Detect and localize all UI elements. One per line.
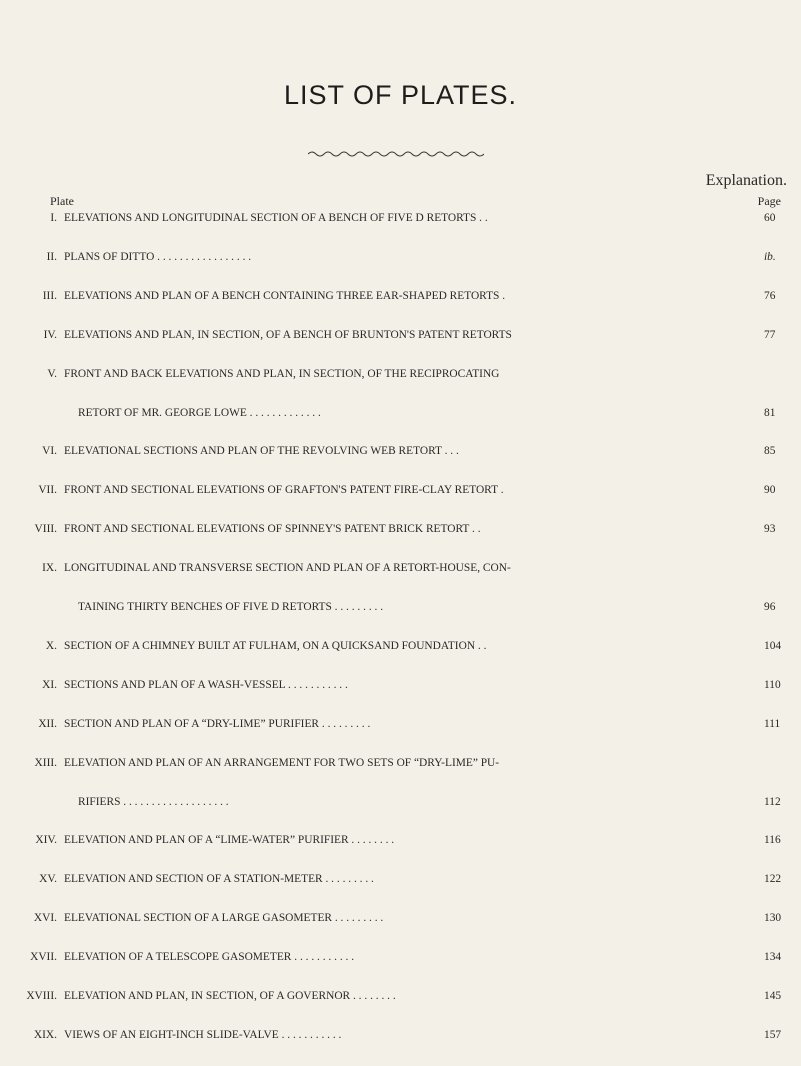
- plate-description: ELEVATION AND PLAN OF A “LIME-WATER” PURIFIER . . . . . . . .: [64, 834, 395, 847]
- plate-number: XVIII.: [26, 990, 57, 1002]
- plate-description: ELEVATIONAL SECTIONS AND PLAN OF THE REVOLVING WEB RETORT . . .: [64, 445, 459, 458]
- plate-page-number: 76: [764, 289, 776, 302]
- plate-page-number: ib.: [764, 250, 776, 263]
- page-title: LIST OF PLATES.: [283, 80, 518, 110]
- plate-page-number: 96: [764, 601, 776, 613]
- plate-number: XII.: [38, 717, 57, 730]
- plate-page-number: 111: [764, 717, 781, 730]
- plate-number: I.: [50, 212, 57, 224]
- plate-description: ELEVATIONS AND PLAN, IN SECTION, OF A BENCH OF BRUNTON'S PATENT RETORTS: [64, 328, 512, 341]
- page-column-header: Page: [757, 194, 781, 208]
- plate-number: XVI.: [33, 912, 57, 925]
- plate-description: ELEVATIONS AND PLAN OF A BENCH CONTAINING THREE EAR-SHAPED RETORTS .: [64, 289, 506, 302]
- plate-page-number: 145: [764, 990, 782, 1002]
- plate-description: FRONT AND SECTIONAL ELEVATIONS OF SPINNEY'S PATENT BRICK RETORT . .: [64, 523, 481, 536]
- plate-page-number: 157: [764, 1028, 782, 1041]
- plate-number: XV.: [39, 873, 57, 886]
- plate-page-number: 110: [764, 678, 781, 691]
- plate-description: SECTION OF A CHIMNEY BUILT AT FULHAM, ON A QUICKSAND FOUNDATION . .: [64, 639, 487, 652]
- plate-page-number: 122: [764, 873, 782, 886]
- plate-number: VI.: [42, 445, 57, 458]
- plate-description: VIEWS OF AN EIGHT-INCH SLIDE-VALVE . . . . . . . . . . .: [64, 1028, 342, 1041]
- plate-number: XIV.: [35, 834, 57, 847]
- plate-number: X.: [45, 639, 57, 652]
- plate-description: FRONT AND BACK ELEVATIONS AND PLAN, IN SECTION, OF THE RECIPROCATING: [64, 367, 500, 380]
- plate-description: ELEVATION AND PLAN OF AN ARRANGEMENT FOR TWO SETS OF “DRY-LIME” PU-: [64, 756, 500, 769]
- plate-page-number: 134: [764, 951, 782, 964]
- plate-page-number: 77: [764, 328, 776, 341]
- explanation-heading: Explanation.: [705, 172, 787, 189]
- plate-description: ELEVATION OF A TELESCOPE GASOMETER . . . . . . . . . . .: [64, 951, 355, 964]
- plate-description: SECTION AND PLAN OF A “DRY-LIME” PURIFIER . . . . . . . . .: [64, 717, 371, 730]
- plate-number: XIX.: [33, 1028, 57, 1041]
- plate-number: III.: [42, 289, 57, 302]
- plate-description: ELEVATIONAL SECTION OF A LARGE GASOMETER . . . . . . . . .: [64, 912, 384, 925]
- plate-page-number: 93: [764, 523, 776, 536]
- plate-number: VII.: [38, 484, 57, 497]
- plate-number: XVII.: [30, 951, 57, 964]
- plate-column-header: Plate: [50, 194, 74, 208]
- plate-number: XIII.: [34, 756, 57, 769]
- plate-description: ELEVATION AND PLAN, IN SECTION, OF A GOVERNOR . . . . . . . .: [64, 990, 396, 1002]
- plate-page-number: 116: [764, 834, 781, 847]
- plate-description: RETORT OF MR. GEORGE LOWE . . . . . . . . . . . . .: [78, 406, 321, 419]
- plate-number: IX.: [42, 562, 57, 575]
- plate-description: PLANS OF DITTO . . . . . . . . . . . . . . . . .: [64, 250, 252, 263]
- plate-description: FRONT AND SECTIONAL ELEVATIONS OF GRAFTON'S PATENT FIRE-CLAY RETORT .: [64, 484, 504, 497]
- plate-description: RIFIERS . . . . . . . . . . . . . . . . . . .: [78, 795, 229, 808]
- plate-description: LONGITUDINAL AND TRANSVERSE SECTION AND PLAN OF A RETORT-HOUSE, CON-: [64, 562, 511, 575]
- plate-number: V.: [47, 367, 57, 380]
- plate-description: TAINING THIRTY BENCHES OF FIVE D RETORTS . . . . . . . . .: [78, 601, 384, 613]
- plate-page-number: 104: [764, 639, 782, 652]
- plate-number: II.: [46, 250, 57, 263]
- plate-page-number: 81: [764, 406, 776, 419]
- plate-number: XI.: [42, 678, 57, 691]
- plate-description: ELEVATIONS AND LONGITUDINAL SECTION OF A BENCH OF FIVE D RETORTS . .: [64, 212, 488, 224]
- plate-page-number: 85: [764, 445, 776, 458]
- plate-number: IV.: [43, 328, 57, 341]
- plate-description: ELEVATION AND SECTION OF A STATION-METER . . . . . . . . .: [64, 873, 374, 886]
- plate-description: SECTIONS AND PLAN OF A WASH-VESSEL . . . . . . . . . . .: [64, 678, 348, 691]
- plate-number: VIII.: [34, 523, 57, 536]
- plate-page-number: 90: [764, 484, 776, 497]
- wavy-rule-ornament: [308, 150, 484, 158]
- plate-page-number: 130: [764, 912, 782, 925]
- plate-page-number: 60: [764, 212, 776, 224]
- plate-page-number: 112: [764, 795, 781, 808]
